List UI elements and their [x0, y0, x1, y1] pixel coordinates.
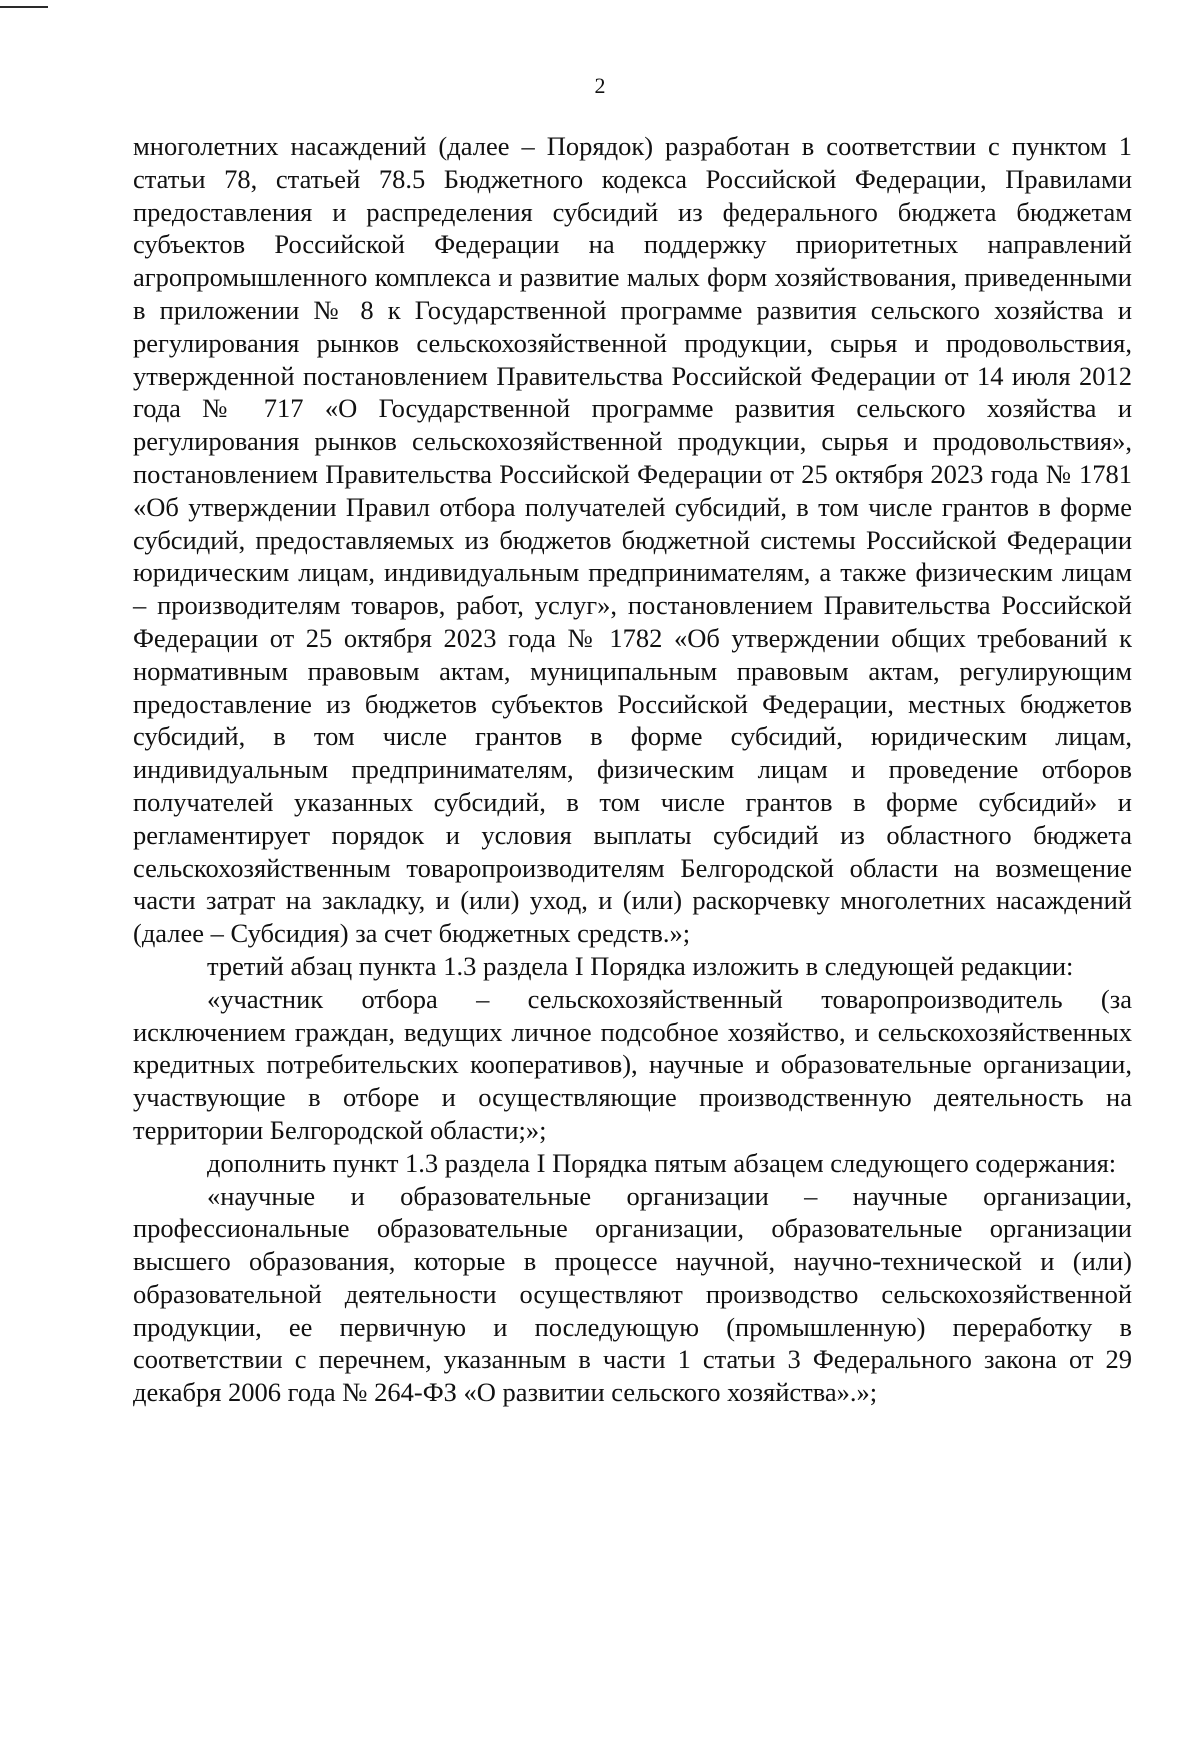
- paragraph-selection-participant-definition: «участник отбора – сельскохозяйственный товаропроизводитель (за исключением граждан, ведущих личное подсобное хозяйство, и сельскохозяйственных кредитных потребительских кооперативов), научные и образовательные организации, участвующие в отборе и осуществляющие производственную деятельность на территории Белгородской области;»;: [133, 983, 1132, 1145]
- page-number: 2: [594, 73, 606, 98]
- paragraph-amendment-third-subparagraph: третий абзац пункта 1.3 раздела I Порядка изложить в следующей редакции:: [207, 950, 1074, 981]
- scan-edge-mark: [0, 6, 48, 8]
- document-body: [133, 130, 1132, 1409]
- paragraph-amendment-fifth-subparagraph: дополнить пункт 1.3 раздела I Порядка пятым абзацем следующего содержания:: [207, 1147, 1117, 1178]
- paragraph-order-preamble: многолетних насаждений (далее – Порядок) разработан в соответствии с пунктом 1 статьи 78, статьей 78.5 Бюджетного кодекса Российской Федерации, Правилами предоставления и распределения субсидий из федерального бюджета бюджетам субъектов Российской Федерации на поддержку приоритетных направлений агропромышленного комплекса и развитие малых форм хозяйствования, приведенными в приложении № 8 к Государственной программе развития сельского хозяйства и регулирования рынков сельскохозяйственной продукции, сырья и продовольствия, утвержденной постановлением Правительства Российской Федерации от 14 июля 2012 года № 717 «О Государственной программе развития сельского хозяйства и регулирования рынков сельскохозяйственной продукции, сырья и продовольствия», постановлением Правительства Российской Федерации от 25 октября 2023 года № 1781 «Об утверждении Правил отбора получателей субсидий, в том числе грантов в форме субсидий, предоставляемых из бюджетов бюджетной системы Российской Федерации юридическим лицам, индивидуальным предпринимателям, а также физическим лицам – производителям товаров, работ, услуг», постановлением Правительства Российской Федерации от 25 октября 2023 года № 1782 «Об утверждении общих требований к нормативным правовым актам, муниципальным правовым актам, регулирующим предоставление из бюджетов субъектов Российской Федерации, местных бюджетов субсидий, в том числе грантов в форме субсидий, юридическим лицам, индивидуальным предпринимателям, физическим лицам и проведение отборов получателей указанных субсидий, в том числе грантов в форме субсидий» и регламентирует порядок и условия выплаты субсидий из областного бюджета сельскохозяйственным товаропроизводителям Белгородской области на возмещение части затрат на закладку, и (или) уход, и (или) раскорчевку многолетних насаждений (далее – Субсидия) за счет бюджетных средств.»;: [133, 131, 1132, 949]
- paragraph-scientific-educational-organizations-definition: «научные и образовательные организации – научные организации, профессиональные образовательные организации, образовательные организации высшего образования, которые в процессе научной, научно-технической и (или) образовательной деятельности осуществляют производство сельскохозяйственной продукции, ее первичную и последующую (промышленную) переработку в соответствии с перечнем, указанным в части 1 статьи 3 Федерального закона от 29 декабря 2006 года № 264-ФЗ «О развитии сельского хозяйства».»;: [133, 1180, 1132, 1408]
